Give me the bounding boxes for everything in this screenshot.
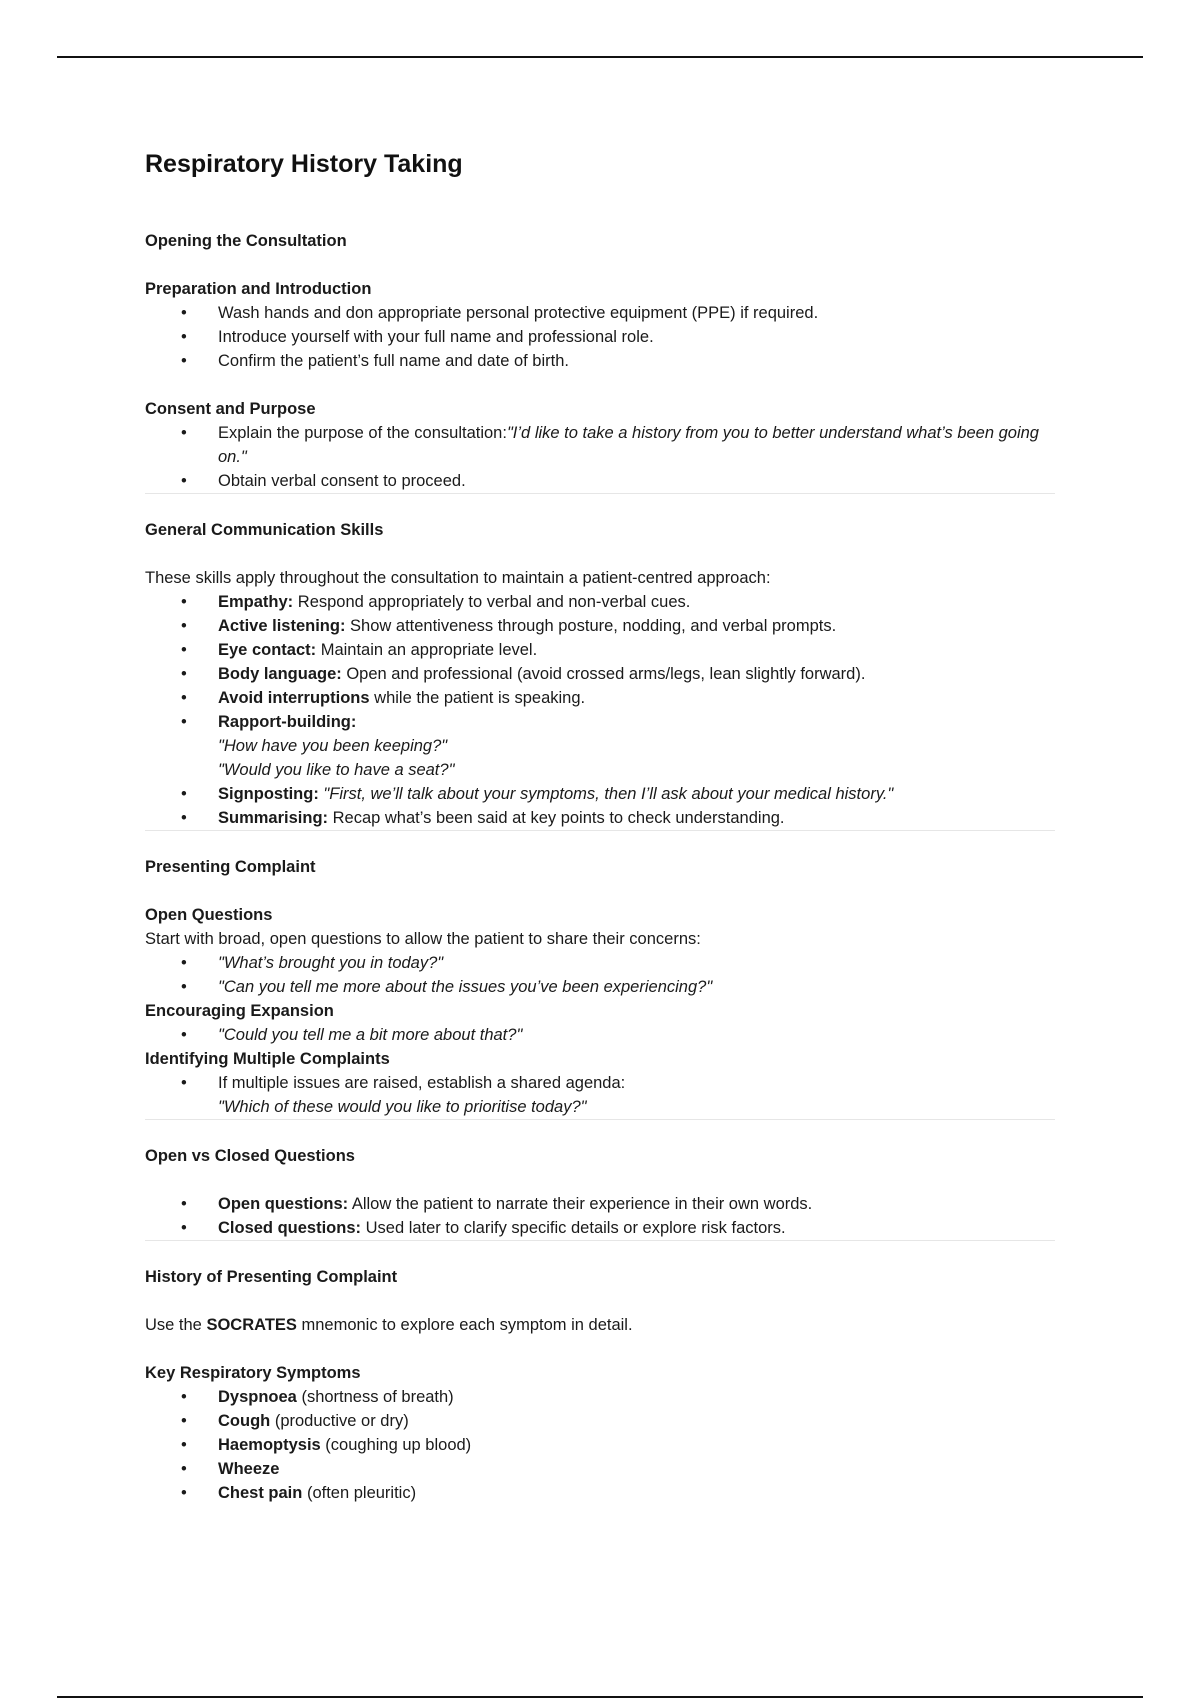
list-item: • "What’s brought you in today?"	[145, 951, 1055, 975]
bullet-icon: •	[181, 713, 187, 731]
bullet-icon: •	[181, 1436, 187, 1454]
subheading-expansion: Encouraging Expansion	[145, 1002, 334, 1020]
list-item: • Haemoptysis (coughing up blood)	[145, 1433, 1055, 1457]
list-item: • Wheeze	[145, 1457, 1055, 1481]
section-hpc	[145, 1265, 1055, 1505]
page-title: Respiratory History Taking	[145, 150, 463, 178]
header-rule	[57, 56, 1143, 58]
bullet-icon: •	[181, 617, 187, 635]
open-questions-list	[145, 951, 1055, 999]
expansion-list	[145, 1023, 1055, 1047]
list-item: • Signposting: "First, we’ll talk about your symptoms, then I’ll ask about your medical history."	[145, 782, 1055, 806]
bullet-icon: •	[181, 1195, 187, 1213]
communication-intro: These skills apply throughout the consultation to maintain a patient-centred approach:	[145, 569, 771, 587]
bullet-icon: •	[181, 785, 187, 803]
section-divider	[145, 493, 1055, 494]
subheading-key-symptoms: Key Respiratory Symptoms	[145, 1364, 361, 1382]
list-item: • Eye contact: Maintain an appropriate level.	[145, 638, 1055, 662]
list-item: • Empathy: Respond appropriately to verbal and non-verbal cues.	[145, 590, 1055, 614]
consent-list	[145, 421, 1055, 493]
list-item: • If multiple issues are raised, establish a shared agenda: "Which of these would you like to prioritise today?"	[145, 1071, 1055, 1119]
subheading-preparation: Preparation and Introduction	[145, 280, 372, 298]
list-item: • Confirm the patient’s full name and date of birth.	[145, 349, 1055, 373]
bullet-icon: •	[181, 1388, 187, 1406]
section-divider	[145, 830, 1055, 831]
subheading-multiple-complaints: Identifying Multiple Complaints	[145, 1050, 390, 1068]
bullet-icon: •	[181, 1484, 187, 1502]
preparation-list	[145, 301, 1055, 373]
bullet-icon: •	[181, 1460, 187, 1478]
footer-rule	[57, 1696, 1143, 1698]
section-divider	[145, 1240, 1055, 1241]
section-opening	[145, 229, 1055, 493]
subheading-consent: Consent and Purpose	[145, 400, 316, 418]
bullet-icon: •	[181, 304, 187, 322]
list-item: • Cough (productive or dry)	[145, 1409, 1055, 1433]
bullet-icon: •	[181, 424, 187, 442]
list-item: • Avoid interruptions while the patient is speaking.	[145, 686, 1055, 710]
section-open-closed	[145, 1144, 1055, 1240]
list-item: • Summarising: Recap what’s been said at key points to check understanding.	[145, 806, 1055, 830]
list-item: • Rapport-building: "How have you been keeping?" "Would you like to have a seat?"	[145, 710, 1055, 782]
section-heading-open-closed: Open vs Closed Questions	[145, 1147, 355, 1165]
multiple-complaints-list	[145, 1071, 1055, 1119]
list-item: • Dyspnoea (shortness of breath)	[145, 1385, 1055, 1409]
list-item: • Explain the purpose of the consultation:"I’d like to take a history from you to better understand what’s been going on."	[145, 421, 1055, 469]
document-page	[145, 150, 1055, 1505]
bullet-icon: •	[181, 809, 187, 827]
list-item: • Closed questions: Used later to clarify specific details or explore risk factors.	[145, 1216, 1055, 1240]
open-questions-intro: Start with broad, open questions to allow the patient to share their concerns:	[145, 930, 701, 948]
list-item: • Chest pain (often pleuritic)	[145, 1481, 1055, 1505]
bullet-icon: •	[181, 472, 187, 490]
symptoms-list	[145, 1385, 1055, 1505]
section-presenting	[145, 855, 1055, 1119]
bullet-icon: •	[181, 1074, 187, 1092]
list-item: • Introduce yourself with your full name and professional role.	[145, 325, 1055, 349]
list-item: • Wash hands and don appropriate personal protective equipment (PPE) if required.	[145, 301, 1055, 325]
bullet-icon: •	[181, 1219, 187, 1237]
bullet-icon: •	[181, 954, 187, 972]
bullet-icon: •	[181, 978, 187, 996]
bullet-icon: •	[181, 1412, 187, 1430]
list-item: • "Can you tell me more about the issues you’ve been experiencing?"	[145, 975, 1055, 999]
section-communication	[145, 518, 1055, 830]
subheading-open-questions: Open Questions	[145, 906, 273, 924]
list-item: • Active listening: Show attentiveness through posture, nodding, and verbal prompts.	[145, 614, 1055, 638]
bullet-icon: •	[181, 593, 187, 611]
section-heading-presenting: Presenting Complaint	[145, 858, 316, 876]
bullet-icon: •	[181, 641, 187, 659]
section-divider	[145, 1119, 1055, 1120]
list-item: • "Could you tell me a bit more about that?"	[145, 1023, 1055, 1047]
bullet-icon: •	[181, 352, 187, 370]
list-item: • Body language: Open and professional (avoid crossed arms/legs, lean slightly forward).	[145, 662, 1055, 686]
section-heading-opening: Opening the Consultation	[145, 232, 347, 250]
open-closed-list	[145, 1192, 1055, 1240]
section-heading-hpc: History of Presenting Complaint	[145, 1268, 398, 1286]
bullet-icon: •	[181, 689, 187, 707]
communication-list	[145, 590, 1055, 830]
bullet-icon: •	[181, 328, 187, 346]
section-heading-communication: General Communication Skills	[145, 521, 384, 539]
bullet-icon: •	[181, 665, 187, 683]
list-item: • Open questions: Allow the patient to narrate their experience in their own words.	[145, 1192, 1055, 1216]
bullet-icon: •	[181, 1026, 187, 1044]
hpc-intro: Use the SOCRATES mnemonic to explore each symptom in detail.	[145, 1316, 633, 1334]
list-item: • Obtain verbal consent to proceed.	[145, 469, 1055, 493]
